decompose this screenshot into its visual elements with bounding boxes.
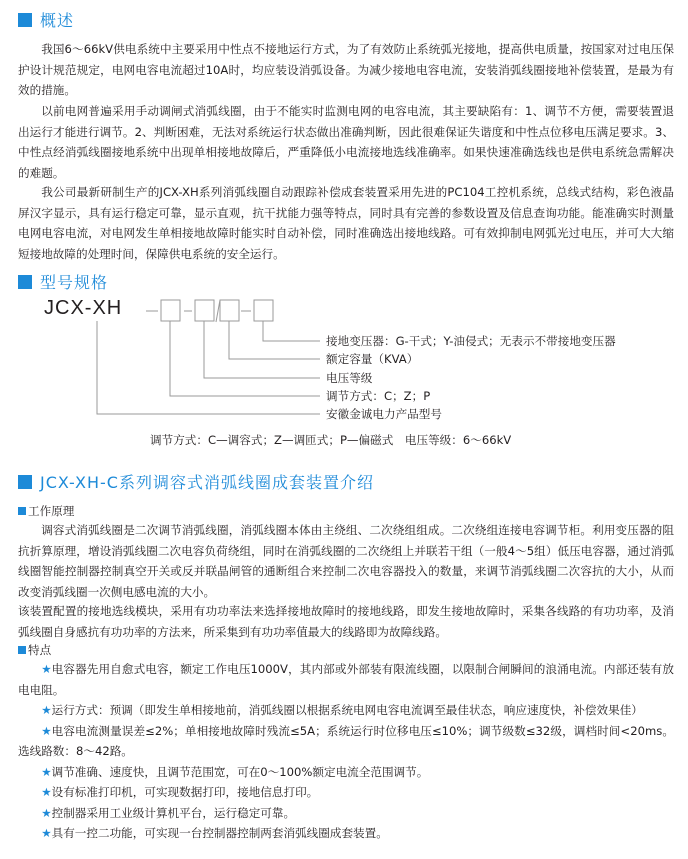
field-box (254, 300, 273, 321)
feature-item: ★控制器采用工业级计算机平台，运行稳定可靠。 (41, 805, 296, 820)
heading-square-icon (18, 475, 32, 489)
label-voltage-level: 电压等级 (326, 371, 373, 385)
intro-heading (18, 470, 374, 493)
overview-paragraph-1: 我国6～66kV供电系统中主要采用中性点不接地运行方式，为了有效防止系统弧光接地，提高供电质量，按国家对过电压保护设计规范规定，电网电容电流超过10A时，均应装设消弧设备。为减少接地电容电流，安装消弧线圈接地补偿装置，是最为有效的措施。 (18, 42, 674, 97)
feature-item: ★具有一控二功能，可实现一台控制器控制两套消弧线圈成套装置。 (41, 826, 388, 840)
features-heading (18, 642, 51, 658)
label-adjust-mode: 调节方式：C；Z；P (326, 389, 431, 403)
label-rated-capacity: 额定容量（KVA） (326, 352, 419, 366)
field-box (161, 300, 180, 321)
separator-slash (216, 300, 220, 322)
bullet-square-icon (18, 507, 26, 515)
field-box (195, 300, 214, 321)
feature-item: ★设有标准打印机，可实现数据打印，接地信息打印。 (41, 785, 319, 799)
label-grounding-transformer: 接地变压器：G-干式；Y-油侵式；无表示不带接地变压器 (326, 334, 616, 348)
features-title: 特点 (28, 643, 52, 657)
principle-paragraph-1: 调容式消弧线圈是二次调节消弧线圈，消弧线圈本体由主绕组、二次绕组组成。二次绕组连接电容调节柜。利用变压器的阻抗折算原理，增设消弧线圈二次电容负荷绕组，同时在消弧线圈的二次绕组上并联若干组（一般4～5组）低压电容器，通过消弧线圈智能控制器控制真空开关或反并联晶闸管的通断组合来控制二次电容器投入的数量，来调节消弧线圈二次容抗的大小，从而改变消弧线圈一次侧电感电流的大小。 (18, 523, 674, 599)
principle-paragraph-2: 该装置配置的接地选线模块，采用有功功率法来选择接地故障时的接地线路，即发生接地故障时，采集各线路的有功功率，及消弧线圈自身感抗有功功率的方法来，所采集到有功功率值最大的线路即为故障线路。 (18, 604, 674, 639)
overview-title: 概述 (40, 11, 75, 30)
leader-line (229, 321, 320, 359)
star-icon: ★ (41, 703, 52, 717)
field-box (220, 300, 239, 321)
model-code: JCX-XH (44, 297, 123, 319)
bullet-square-icon (18, 646, 26, 654)
star-icon: ★ (41, 764, 52, 779)
star-icon: ★ (41, 826, 52, 840)
principle-heading (18, 503, 74, 519)
model-title: 型号规格 (40, 273, 109, 292)
model-note: 调节方式：C—调容式；Z—调匝式；P—偏磁式 电压等级：6～66kV (150, 433, 512, 447)
star-icon: ★ (41, 662, 52, 676)
star-icon: ★ (41, 805, 52, 820)
label-product-model: 安徽金诚电力产品型号 (326, 407, 442, 421)
feature-item: ★电容电流测量误差≤2%；单相接地故障时残流≤5A；系统运行时位移电压≤10%；调节级数≤32级，调档时间<20ms。选线路数：8～42路。 (18, 723, 674, 758)
overview-paragraph-3: 我公司最新研制生产的JCX-XH系列消弧线圈自动跟踪补偿成套装置采用先进的PC104工控机系统，总线式结构，彩色液晶屏汉字显示，具有运行稳定可靠，显示直观，抗干扰能力强等特点，同时具有完善的参数设置及信息查询功能。能准确实时测量电网电容电流，对电网发生单相接地故障时能实时自动补偿，同时准确选出接地线路。可有效抑制电网弧光过电压，并可大大缩短接地故障的处理时间，保障供电系统的安全运行。 (18, 185, 674, 261)
features-list (18, 659, 674, 844)
feature-item: ★运行方式：预调（即发生单相接地前，消弧线圈以根据系统电网电容电流调至最佳状态，响应速度快，补偿效果佳） (41, 703, 643, 717)
intro-title: JCX-XH-C系列调容式消弧线圈成套装置介绍 (40, 473, 374, 492)
leader-line (204, 321, 320, 378)
leader-line (263, 321, 320, 341)
feature-item: ★电容器先用自愈式电容，额定工作电压1000V，其内部或外部装有限流线圈，以限制合闸瞬间的浪涌电流。内部还装有放电电阻。 (18, 662, 674, 697)
star-icon: ★ (41, 785, 52, 799)
star-icon: ★ (41, 723, 52, 738)
principle-title: 工作原理 (28, 504, 75, 518)
leader-line (97, 321, 320, 414)
feature-item: ★调节准确、速度快，且调节范围宽，可在0～100%额定电流全范围调节。 (41, 764, 429, 779)
overview-paragraph-2: 以前电网普遍采用手动调闸式消弧线圈，由于不能实时监测电网的电容电流，其主要缺陷有：1、调节不方便，需要装置退出运行才能进行调节。2、判断困难，无法对系统运行状态做出准确判断，因此很难保证失谐度和中性点位移电压满足要求。3、中性点经消弧线圈接地系统中出现单相接地故障后，严重降低小电流接地选线准确率。如果快速准确选线也是供电系统急需解决的难题。 (18, 104, 674, 180)
